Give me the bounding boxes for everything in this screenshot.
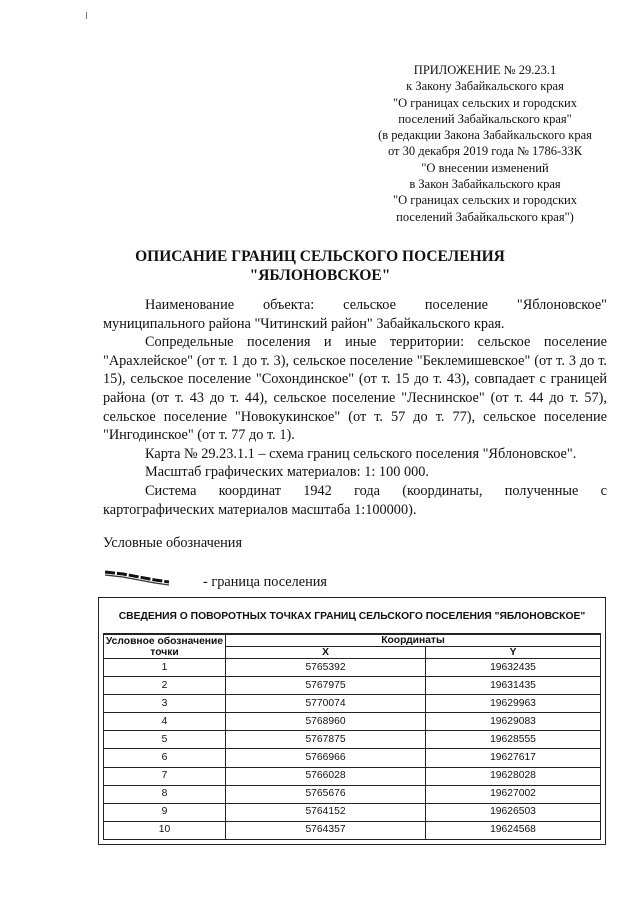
coord-x: 5764152 xyxy=(226,803,426,821)
table-row xyxy=(104,749,601,767)
annex-line: поселений Забайкальского края") xyxy=(396,209,574,224)
table-row xyxy=(104,713,601,731)
point-number: 9 xyxy=(104,803,226,821)
annex-line: от 30 декабря 2019 года № 1786-ЗЗК xyxy=(387,144,583,159)
turning-points-table xyxy=(98,597,606,845)
annex-line: "О границах сельских и городских xyxy=(393,95,577,110)
coord-x: 5765676 xyxy=(226,785,426,803)
annex-line: в Закон Забайкальского края xyxy=(409,177,561,192)
table-row xyxy=(104,677,601,695)
coord-y: 19631435 xyxy=(426,677,601,695)
table-row xyxy=(104,785,601,803)
coord-y: 19627002 xyxy=(426,785,601,803)
paragraph-neighbors: Сопредельные поселения и иные территории: сельское поселение "Арахлейское" (от т. 1 до т. 3), сельское поселение "Беклемишевское" (от т. 3 до т. 15), сельское поселение "Сохондинское" (от т. 15 до т. 43), совпадает с границей района (от т. 43 до т. 44), сельское поселение "Леснинское" (от т. 44 до т. 57), сельское поселение "Новокукинское" (от т. 57 до т. 77), сельское поселение "Ингодинское" (от т. 77 до т. 1). xyxy=(103,334,607,444)
point-number: 5 xyxy=(104,731,226,749)
title-line-1: ОПИСАНИЕ ГРАНИЦ СЕЛЬСКОГО ПОСЕЛЕНИЯ xyxy=(135,248,505,265)
header-x: X xyxy=(226,647,426,659)
coord-y: 19624568 xyxy=(426,821,601,839)
coord-x: 5766028 xyxy=(226,767,426,785)
annex-line: поселений Забайкальского края" xyxy=(398,111,572,126)
boundary-line-icon xyxy=(103,568,173,588)
point-number: 8 xyxy=(104,785,226,803)
point-number: 2 xyxy=(104,677,226,695)
coordinates-table xyxy=(103,634,601,840)
legend-item xyxy=(103,568,403,588)
table-row xyxy=(104,767,601,785)
table-row xyxy=(104,821,601,839)
coord-x: 5767975 xyxy=(226,677,426,695)
point-number: 6 xyxy=(104,749,226,767)
coord-x: 5770074 xyxy=(226,695,426,713)
legend-title: Условные обозначения xyxy=(103,535,243,551)
coord-x: 5767875 xyxy=(226,731,426,749)
table-row xyxy=(104,659,601,677)
paragraph-coord-system: Система координат 1942 года (координаты, полученные с картографических материалов масштаба 1:100000). xyxy=(103,482,607,518)
point-number: 1 xyxy=(104,659,226,677)
document-title xyxy=(60,247,580,285)
annex-header xyxy=(360,62,610,225)
annex-line: "О внесении изменений xyxy=(421,160,549,175)
table-caption: СВЕДЕНИЯ О ПОВОРОТНЫХ ТОЧКАХ ГРАНИЦ СЕЛЬСКОГО ПОСЕЛЕНИЯ "ЯБЛОНОВСКОЕ" xyxy=(103,602,601,634)
point-number: 10 xyxy=(104,821,226,839)
header-y: Y xyxy=(426,647,601,659)
coord-y: 19629963 xyxy=(426,695,601,713)
paragraph-map: Карта № 29.23.1.1 – схема границ сельского поселения "Яблоновское". xyxy=(145,445,577,462)
description-body xyxy=(103,296,607,519)
coord-x: 5766966 xyxy=(226,749,426,767)
annex-line: ПРИЛОЖЕНИЕ № 29.23.1 xyxy=(413,63,557,77)
scan-artifact xyxy=(86,12,87,19)
title-line-2: "ЯБЛОНОВСКОЕ" xyxy=(249,267,391,284)
coord-x: 5768960 xyxy=(226,713,426,731)
table-row xyxy=(104,695,601,713)
table-row xyxy=(104,731,601,749)
legend-label: - граница поселения xyxy=(203,574,327,590)
coord-y: 19632435 xyxy=(426,659,601,677)
point-number: 3 xyxy=(104,695,226,713)
coord-y: 19628028 xyxy=(426,767,601,785)
coord-y: 19628555 xyxy=(426,731,601,749)
point-number: 7 xyxy=(104,767,226,785)
table-row xyxy=(104,803,601,821)
coord-y: 19626503 xyxy=(426,803,601,821)
coord-y: 19627617 xyxy=(426,749,601,767)
coord-x: 5765392 xyxy=(226,659,426,677)
annex-line: (в редакции Закона Забайкальского края xyxy=(378,128,592,143)
coord-x: 5764357 xyxy=(226,821,426,839)
header-coords: Координаты xyxy=(226,635,601,647)
paragraph-object-name: Наименование объекта: сельское поселение "Яблоновское" муниципального района "Читинский район" Забайкальского края. xyxy=(103,297,607,332)
header-point: Условное обозначение точки xyxy=(104,635,226,659)
annex-line: "О границах сельских и городских xyxy=(393,193,577,208)
paragraph-scale: Масштаб графических материалов: 1: 100 000. xyxy=(145,464,429,481)
point-number: 4 xyxy=(104,713,226,731)
coord-y: 19629083 xyxy=(426,713,601,731)
annex-line: к Закону Забайкальского края xyxy=(406,79,564,94)
